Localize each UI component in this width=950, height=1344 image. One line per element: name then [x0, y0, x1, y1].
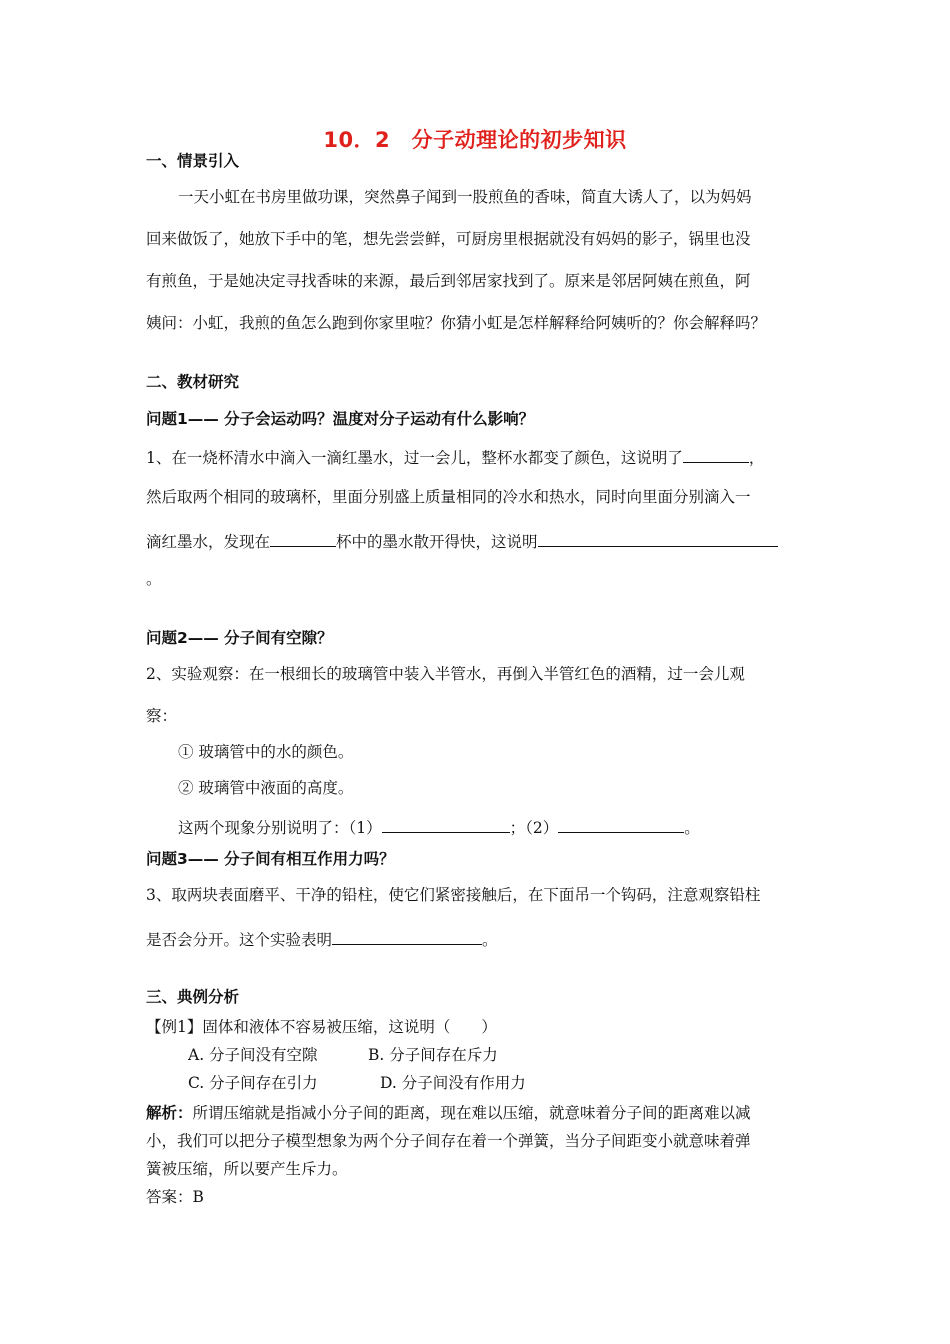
question-2-item-2: ② 玻璃管中液面的高度。 — [178, 779, 354, 797]
question-2-item-1: ① 玻璃管中的水的颜色。 — [178, 743, 354, 761]
answer-blank[interactable] — [538, 532, 778, 547]
intro-line-1: 一天小虹在书房里做功课，突然鼻子闻到一股煎鱼的香味，简直大诱人了，以为妈妈 — [178, 188, 752, 206]
question-1-line-1: 1、在一烧杯清水中滴入一滴红墨水，过一会儿，整杯水都变了颜色，这说明了 ， — [146, 449, 765, 467]
answer-blank[interactable] — [332, 930, 482, 945]
question-1-line-4: 。 — [146, 570, 162, 588]
question-2-line-2: 察： — [146, 707, 178, 725]
analysis-line-3: 簧被压缩，所以要产生斥力。 — [146, 1160, 348, 1178]
analysis-line-2: 小，我们可以把分子模型想象为两个分子间存在着一个弹簧，当分子间距变小就意味着弹 — [146, 1132, 751, 1150]
example-1-question: 【例1】固体和液体不容易被压缩，这说明（ ） — [146, 1018, 497, 1036]
question-1-line-3: 滴红墨水，发现在 杯中的墨水散开得快，这说明 — [146, 532, 778, 551]
question-1-title: 问题1—— 分子会运动吗？温度对分子运动有什么影响？ — [146, 410, 535, 428]
option-c: C. 分子间存在引力 — [188, 1074, 318, 1092]
question-2-title: 问题2—— 分子间有空隙？ — [146, 629, 333, 647]
question-3-title: 问题3—— 分子间有相互作用力吗？ — [146, 850, 395, 868]
question-3-line-1: 3、取两块表面磨平、干净的铅柱，使它们紧密接触后，在下面吊一个钩码，注意观察铅柱 — [146, 886, 761, 904]
section-heading-textbook: 二、教材研究 — [146, 373, 240, 391]
answer-line: 答案：B — [146, 1188, 204, 1206]
page-title: 10．2 分子动理论的初步知识 — [323, 128, 627, 152]
intro-line-2: 回来做饭了，她放下手中的笔，想先尝尝鲜，可厨房里根据就没有妈妈的影子，锅里也没 — [146, 230, 751, 248]
option-a: A. 分子间没有空隙 — [188, 1046, 318, 1064]
answer-blank[interactable] — [558, 818, 684, 833]
answer-blank[interactable] — [683, 448, 749, 463]
option-b: B. 分子间存在斥力 — [368, 1046, 498, 1064]
section-heading-examples: 三、典例分析 — [146, 988, 240, 1006]
answer-blank[interactable] — [270, 532, 336, 547]
question-3-line-2: 是否会分开。这个实验表明 。 — [146, 931, 498, 949]
analysis-line-1: 解析：所谓压缩就是指减小分子间的距离，现在难以压缩，就意味着分子间的距离难以减 — [146, 1104, 751, 1122]
intro-line-3: 有煎鱼，于是她决定寻找香味的来源，最后到邻居家找到了。原来是邻居阿姨在煎鱼，阿 — [146, 272, 751, 290]
intro-line-4: 姨问：小虹，我煎的鱼怎么跑到你家里啦？你猜小虹是怎样解释给阿姨听的？你会解释吗？ — [146, 314, 767, 332]
option-d: D. 分子间没有作用力 — [380, 1074, 526, 1092]
section-heading-intro: 一、情景引入 — [146, 152, 240, 170]
question-2-line-3: 这两个现象分别说明了：（1） ；（2） 。 — [178, 819, 700, 837]
question-2-line-1: 2、实验观察：在一根细长的玻璃管中装入半管水，再倒入半管红色的酒精，过一会儿观 — [146, 665, 745, 683]
question-1-line-2: 然后取两个相同的玻璃杯，里面分别盛上质量相同的冷水和热水，同时向里面分别滴入一 — [146, 488, 751, 506]
analysis-label: 解析： — [146, 1104, 193, 1122]
answer-blank[interactable] — [382, 818, 510, 833]
